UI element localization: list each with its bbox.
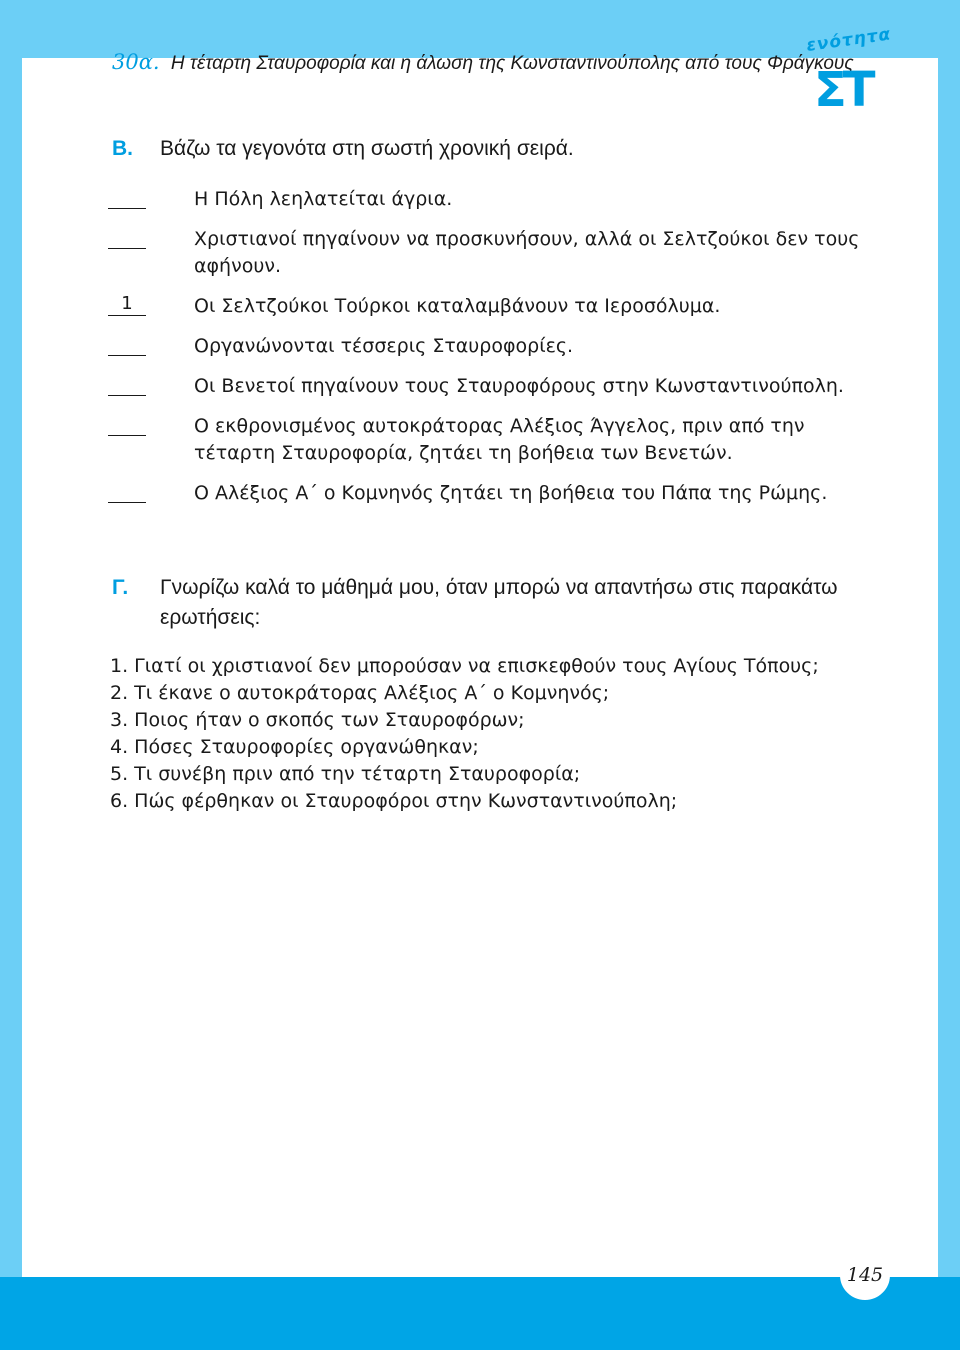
question-item: 1. Γιατί οι χριστιανοί δεν μπορούσαν να επισκεφθούν τους Αγίους Τόπους; [110, 655, 819, 677]
unit-badge [805, 24, 898, 118]
event-text: Οι Βενετοί πηγαίνουν τους Σταυροφόρους στην Κωνσταντινούπολη. [194, 375, 844, 397]
unit-letters: ΣΤ [814, 62, 872, 118]
question-item: 4. Πόσες Σταυροφορίες οργανώθηκαν; [110, 736, 479, 758]
page-number: 145 [840, 1250, 890, 1300]
order-blank[interactable] [108, 333, 146, 356]
event-row [108, 186, 868, 213]
event-text: Ο Αλέξιος Α΄ ο Κομνηνός ζητάει τη βοήθεια του Πάπα της Ρώμης. [194, 482, 828, 504]
event-row [108, 480, 868, 507]
lesson-title: Η τέταρτη Σταυροφορία και η άλωση της Κωνσταντινούπολης από τους Φράγκους [170, 53, 854, 74]
order-blank[interactable]: 1 [108, 293, 146, 316]
event-text: Οι Σελτζούκοι Τούρκοι καταλαμβάνουν τα Ιεροσόλυμα. [194, 295, 721, 317]
event-text: Η Πόλη λεηλατείται άγρια. [194, 188, 453, 210]
section-b-instruction: Βάζω τα γεγονότα στη σωστή χρονική σειρά. [160, 137, 574, 160]
event-text: Οργανώνονται τέσσερις Σταυροφορίες. [194, 335, 574, 357]
order-blank[interactable] [108, 413, 146, 436]
question-item: 3. Ποιος ήταν ο σκοπός των Σταυροφόρων; [110, 709, 525, 731]
order-blank[interactable] [108, 226, 146, 249]
question-list [110, 653, 819, 815]
unit-word: ενότητα [805, 24, 893, 56]
event-row [108, 226, 868, 280]
question-item: 6. Πώς φέρθηκαν οι Σταυροφόροι στην Κωνσταντινούπολη; [110, 790, 678, 812]
section-c-heading [112, 573, 872, 633]
question-item: 5. Τι συνέβη πριν από την τέταρτη Σταυροφορία; [110, 763, 581, 785]
question-item: 2. Τι έκανε ο αυτοκράτορας Αλέξιος Α΄ ο Κομνηνός; [110, 682, 610, 704]
section-c-instruction: Γνωρίζω καλά το μάθημά μου, όταν μπορώ να απαντήσω στις παρακάτω ερωτήσεις: [160, 576, 838, 629]
event-row [108, 333, 868, 360]
event-text: Ο εκθρονισμένος αυτοκράτορας Αλέξιος Άγγελος, πριν από την τέταρτη Σταυροφορία, ζητάει τη βοήθεια των Βενετών. [194, 415, 805, 464]
event-row [108, 373, 868, 400]
order-blank[interactable] [108, 373, 146, 396]
event-row [108, 293, 868, 320]
section-b-heading [112, 134, 574, 164]
lesson-number: 30α. [112, 50, 160, 74]
footer-band [0, 1277, 960, 1350]
event-text: Χριστιανοί πηγαίνουν να προσκυνήσουν, αλλά οι Σελτζούκοι δεν τους αφήνουν. [194, 228, 860, 277]
running-header [112, 50, 854, 75]
event-list [108, 186, 868, 520]
event-row [108, 413, 868, 467]
order-blank[interactable] [108, 480, 146, 503]
order-blank[interactable] [108, 186, 146, 209]
section-c-letter: Γ. [112, 576, 129, 599]
section-b-letter: Β. [112, 137, 133, 160]
